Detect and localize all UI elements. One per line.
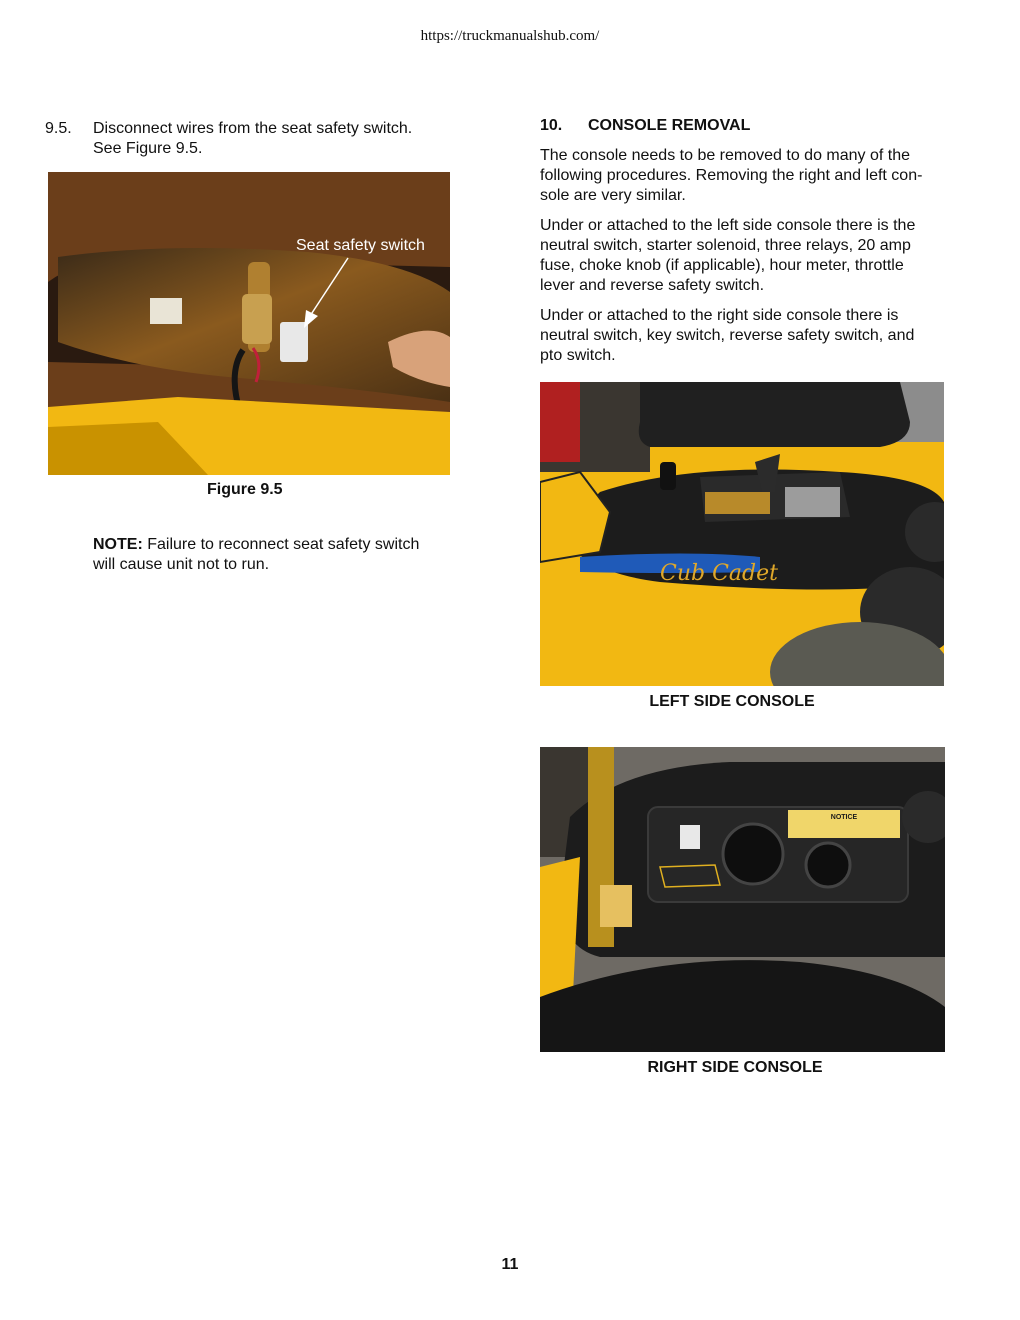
page-number: 11 xyxy=(501,1256,519,1273)
paragraph-1-line-1: The console needs to be removed to do many of the xyxy=(540,147,911,164)
step-text-line-2: See Figure 9.5. xyxy=(93,140,203,157)
note-line-1 xyxy=(93,535,453,555)
note-line-2: will cause unit not to run. xyxy=(93,556,270,573)
paragraph-2-line-1: Under or attached to the left side console there is the xyxy=(540,217,916,234)
figure-caption: Figure 9.5 xyxy=(207,481,283,498)
note-block xyxy=(93,535,453,575)
paragraph-3-line-2: neutral switch, key switch, reverse safety switch, and xyxy=(540,327,915,344)
right-console-caption: RIGHT SIDE CONSOLE xyxy=(647,1059,823,1076)
right-console-photo xyxy=(540,747,945,1052)
paragraph-2-line-4: lever and reverse safety switch. xyxy=(540,277,765,294)
step-text-line-1: Disconnect wires from the seat safety switch. xyxy=(93,120,413,137)
paragraph-2-line-2: neutral switch, starter solenoid, three relays, 20 amp xyxy=(540,237,911,254)
paragraph-1-line-2: following procedures. Removing the right and left con- xyxy=(540,167,923,184)
source-url: https://truckmanualshub.com/ xyxy=(420,28,600,44)
paragraph-2-line-3: fuse, choke knob (if applicable), hour meter, throttle xyxy=(540,257,904,274)
paragraph-3-line-1: Under or attached to the right side console there is xyxy=(540,307,899,324)
step-text xyxy=(93,119,453,159)
note-label: NOTE: xyxy=(93,536,143,553)
figure-callout-label: Seat safety switch xyxy=(296,237,425,254)
cub-cadet-logo: Cub Cadet xyxy=(660,561,778,586)
section-number: 10. xyxy=(540,117,563,134)
notice-decal: NOTICE xyxy=(830,814,858,821)
paragraph-1-line-3: sole are very similar. xyxy=(540,187,686,204)
paragraph-3 xyxy=(540,306,945,366)
note-text-1: Failure to reconnect seat safety switch xyxy=(142,536,420,553)
section-title: CONSOLE REMOVAL xyxy=(588,117,751,134)
left-console-photo xyxy=(540,382,944,686)
paragraph-2 xyxy=(540,216,945,296)
figure-9-5-photo xyxy=(48,172,450,475)
left-console-caption: LEFT SIDE CONSOLE xyxy=(649,693,815,710)
paragraph-1 xyxy=(540,146,945,206)
paragraph-3-line-3: pto switch. xyxy=(540,347,616,364)
step-number: 9.5. xyxy=(45,120,72,137)
